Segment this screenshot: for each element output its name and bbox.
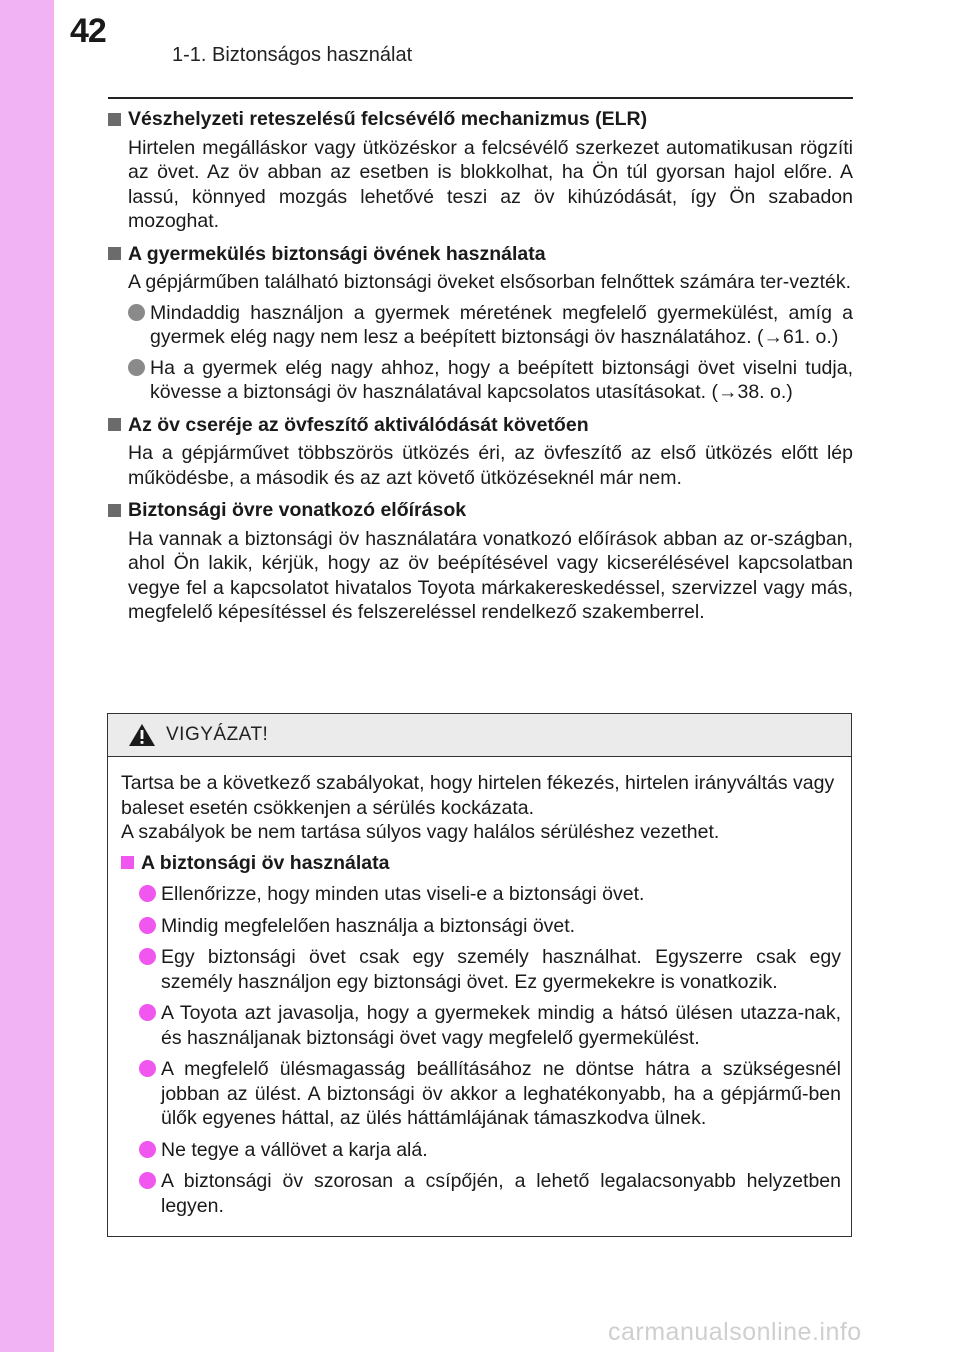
warning-subheading: A biztonsági öv használata: [141, 851, 390, 874]
circle-bullet-icon: [128, 304, 145, 321]
square-bullet-icon: [108, 418, 121, 431]
section-text: Ha a gépjárművet többszörös ütközés éri, az övfeszítő az első ütközés előtt lép működésbe, a második és az azt követő ütközéseknél már nem.: [128, 442, 853, 489]
page-number: 42: [70, 12, 106, 50]
section-heading: Az öv cseréje az övfeszítő aktiválódását követően: [128, 413, 589, 436]
circle-bullet-icon: [139, 1004, 156, 1021]
warning-box: [107, 713, 852, 1237]
list-item: Ellenőrizze, hogy minden utas viseli-e a biztonsági övet.: [139, 882, 841, 907]
circle-bullet-icon: [128, 359, 145, 376]
list-item: A megfelelő ülésmagasság beállításához ne döntse hátra a szükségesnél jobban az ülést. A biztonsági öv akkor a leghatékonyabb, ha a gépjármű-ben ülők egyenes háttal, az ülés háttámlájának támaszkodva ülnek.: [139, 1057, 841, 1131]
header-divider: [108, 97, 853, 99]
list-item: Egy biztonsági övet csak egy személy használhat. Egyszerre csak egy személy használjon egy biztonsági övet. Ez gyermekekre is vonatkozik.: [139, 945, 841, 994]
warning-triangle-icon: [128, 723, 156, 747]
warning-body: [108, 757, 851, 1218]
section-child-seat: [108, 242, 853, 405]
square-bullet-icon: [108, 113, 121, 126]
list-item: A biztonsági öv szorosan a csípőjén, a lehető legalacsonyabb helyzetben legyen.: [139, 1169, 841, 1218]
section-text: Ha vannak a biztonsági öv használatára vonatkozó előírások abban az or-szágban, ahol Ön lakik, kérjük, hogy az öv beépítésével vagy kicserélésével kapcsolatban vegye fel a kapcsolatot hivatalos Toyota márkakereskedéssel, szervizzel vagy más, megfelelő képesítéssel és felszereléssel rendelkező szakemberrel.: [128, 527, 853, 623]
sidebar-tab: [0, 0, 54, 1352]
section-elr: [108, 107, 853, 234]
warning-intro: Tartsa be a következő szabályokat, hogy hirtelen fékezés, hirtelen irányváltás vagy baleset esetén csökkenjen a sérülés kockázata.: [121, 772, 835, 819]
section-text: Hirtelen megálláskor vagy ütközéskor a felcsévélő szerkezet automatikusan rögzíti az övet. Az öv abban az esetben is blokkolhat, ha Ön túl gyorsan hajol előre. A lassú, könnyed mozgás lehetővé teszi az öv kihúzódását, így Ön szabadon mozoghat.: [128, 136, 853, 232]
main-content: [108, 107, 853, 633]
section-text: A gépjárműben található biztonsági öveket elsősorban felnőttek számára ter-vezték.: [128, 271, 851, 293]
square-bullet-icon: [108, 504, 121, 517]
circle-bullet-icon: [139, 1141, 156, 1158]
section-heading: A gyermekülés biztonsági övének használata: [128, 242, 546, 265]
warning-title: VIGYÁZAT!: [166, 724, 269, 745]
warning-consequence: A szabályok be nem tartása súlyos vagy halálos sérüléshez vezethet.: [121, 821, 720, 843]
list-item: Ne tegye a vállövet a karja alá.: [139, 1138, 841, 1163]
circle-bullet-icon: [139, 948, 156, 965]
section-heading: Vészhelyzeti reteszelésű felcsévélő mechanizmus (ELR): [128, 108, 648, 130]
list-item: A Toyota azt javasolja, hogy a gyermekek mindig a hátsó ülésen utazza-nak, és használjanak biztonsági övet vagy megfelelő gyermekülést.: [139, 1001, 841, 1050]
warning-header: [108, 714, 851, 757]
list-item: Mindaddig használjon a gyermek méretének megfelelő gyermekülést, amíg a gyermek elég nagy nem lesz a beépített biztonsági öv használatához. (→61. o.): [128, 301, 853, 350]
circle-bullet-icon: [139, 917, 156, 934]
list-item: Ha a gyermek elég nagy ahhoz, hogy a beépített biztonsági övet viselni tudja, kövesse a biztonsági öv használatával kapcsolatos utasításokat. (→38. o.): [128, 356, 853, 405]
section-regulations: [108, 498, 853, 625]
section-heading: Biztonsági övre vonatkozó előírások: [128, 499, 467, 521]
circle-bullet-icon: [139, 885, 156, 902]
section-belt-replacement: [108, 413, 853, 491]
watermark: carmanualsonline.info: [608, 1318, 862, 1346]
section-title: 1-1. Biztonságos használat: [172, 44, 413, 66]
list-item: Mindig megfelelően használja a biztonsági övet.: [139, 914, 841, 939]
square-bullet-icon: [108, 247, 121, 260]
circle-bullet-icon: [139, 1172, 156, 1189]
circle-bullet-icon: [139, 1060, 156, 1077]
square-bullet-icon: [121, 856, 134, 869]
